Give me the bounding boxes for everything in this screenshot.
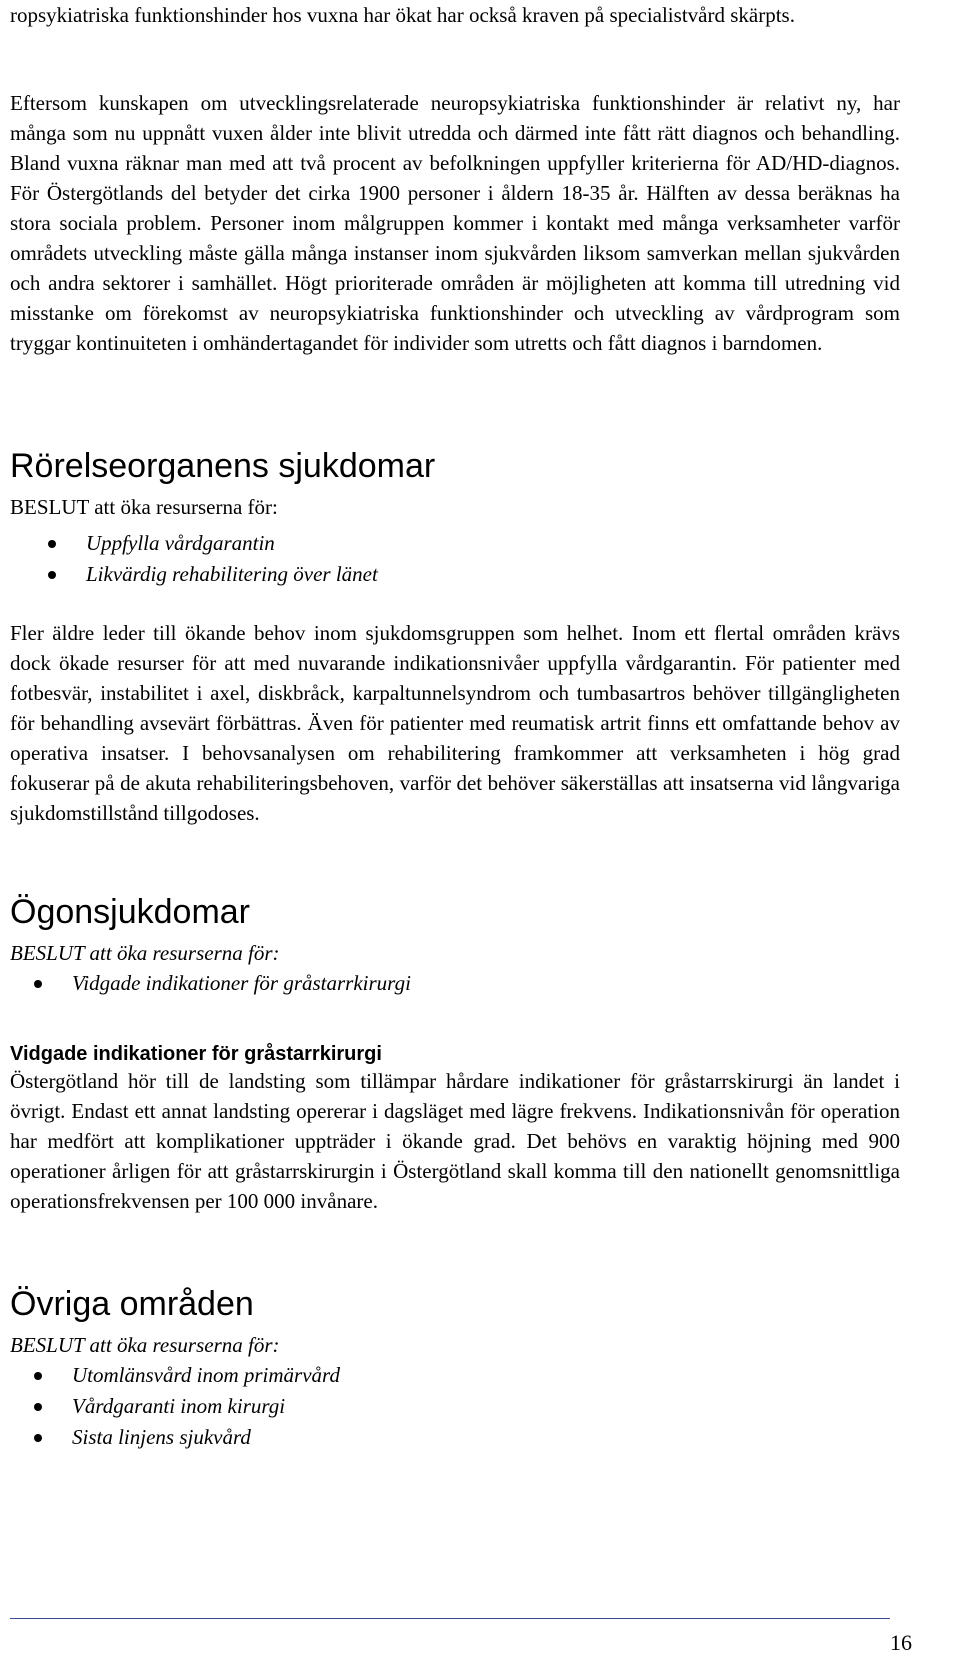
- bullet-icon: [34, 980, 42, 988]
- decision-list-rorelseorganen: [48, 528, 378, 590]
- section-heading-ogonsjukdomar: Ögonsjukdomar: [10, 893, 251, 931]
- intro-paragraph: ropsykiatriska funktionshinder hos vuxna har ökat har också kraven på specialistvård skärpts.: [10, 3, 795, 27]
- subheading-gra-starr: Vidgade indikationer för gråstarrkirurgi: [10, 1043, 382, 1065]
- list-item: [34, 1391, 340, 1422]
- beslut-label: BESLUT att öka resurserna för:: [10, 495, 278, 519]
- ogonsjukdomar-paragraph: Östergötland hör till de landsting som tillämpar hårdare indikationer för gråstarrskirurgi än landet i övrigt. Endast ett annat landsting opererar i dagsläget med lägre frekvens. Indikationsnivån för operation har medfört att komplikationer uppträder i ökande grad. Det behövs en varaktig höjning med 900 operationer årligen för att gråstarrskirurgin i Östergötland skall komma till den nationellt genomsnittliga operationsfrekvensen per 100 000 invånare.: [10, 1069, 900, 1213]
- list-item: [48, 528, 378, 559]
- decision-list-ogonsjukdomar: [34, 968, 411, 999]
- bullet-icon: [48, 540, 56, 548]
- section-heading-ovriga-omraden: Övriga områden: [10, 1285, 254, 1323]
- adhd-paragraph: Eftersom kunskapen om utvecklingsrelaterade neuropsykiatriska funktionshinder är relativt ny, har många som nu uppnått vuxen ålder inte blivit utredda och därmed inte fått rätt diagnos och behandling. Bland vuxna räknar man med att två procent av befolkningen uppfyller kriterierna för AD/HD-diagnos. För Östergötlands del betyder det cirka 1900 personer i åldern 18-35 år. Hälften av dessa beräknas ha stora sociala problem. Personer inom målgruppen kommer i kontakt med många verksamheter varför områdets utveckling måste gälla många instanser inom sjukvården liksom samverkan mellan sjukvården och andra sektorer i samhället. Högt prioriterade områden är möjligheten att komma till utredning vid misstanke om förekomst av neuropsykiatriska funktionshinder och utveckling av vårdprogram som tryggar kontinuiteten i omhändertagandet för individer som utretts och fått diagnos i barndomen.: [10, 91, 900, 355]
- list-item-label: Utomlänsvård inom primärvård: [72, 1363, 340, 1387]
- bullet-icon: [34, 1434, 42, 1442]
- section-heading-rorelseorganen: Rörelseorganens sjukdomar: [10, 447, 436, 485]
- decision-list-ovriga-omraden: [34, 1360, 340, 1453]
- list-item: [34, 1422, 340, 1453]
- bullet-icon: [34, 1403, 42, 1411]
- page-number: 16: [890, 1630, 912, 1655]
- list-item: [34, 968, 411, 999]
- list-item-label: Vidgade indikationer för gråstarrkirurgi: [72, 971, 411, 995]
- rorelseorganen-paragraph: Fler äldre leder till ökande behov inom sjukdomsgruppen som helhet. Inom ett flertal områden krävs dock ökade resurser för att med nuvarande indikationsnivåer uppfylla vårdgarantin. För patienter med fotbesvär, instabilitet i axel, diskbråck, karpaltunnelsyndrom och tumbasartros behöver tillgängligheten för behandling avsevärt förbättras. Även för patienter med reumatisk artrit finns ett omfattande behov av operativa insatser. I behovsanalysen om rehabilitering framkommer att verksamheten i hög grad fokuserar på de akuta rehabiliteringsbehoven, varför det behöver säkerställas att insatserna vid långvariga sjukdomstillstånd tillgodoses.: [10, 621, 900, 825]
- list-item: [34, 1360, 340, 1391]
- list-item: [48, 559, 378, 590]
- bullet-icon: [34, 1372, 42, 1380]
- list-item-label: Likvärdig rehabilitering över länet: [86, 562, 378, 586]
- list-item-label: Sista linjens sjukvård: [72, 1425, 251, 1449]
- bullet-icon: [48, 571, 56, 579]
- footer-divider: [10, 1618, 890, 1619]
- beslut-label: BESLUT att öka resurserna för:: [10, 941, 280, 965]
- list-item-label: Vårdgaranti inom kirurgi: [72, 1394, 286, 1418]
- list-item-label: Uppfylla vårdgarantin: [86, 531, 275, 555]
- beslut-label: BESLUT att öka resurserna för:: [10, 1333, 280, 1357]
